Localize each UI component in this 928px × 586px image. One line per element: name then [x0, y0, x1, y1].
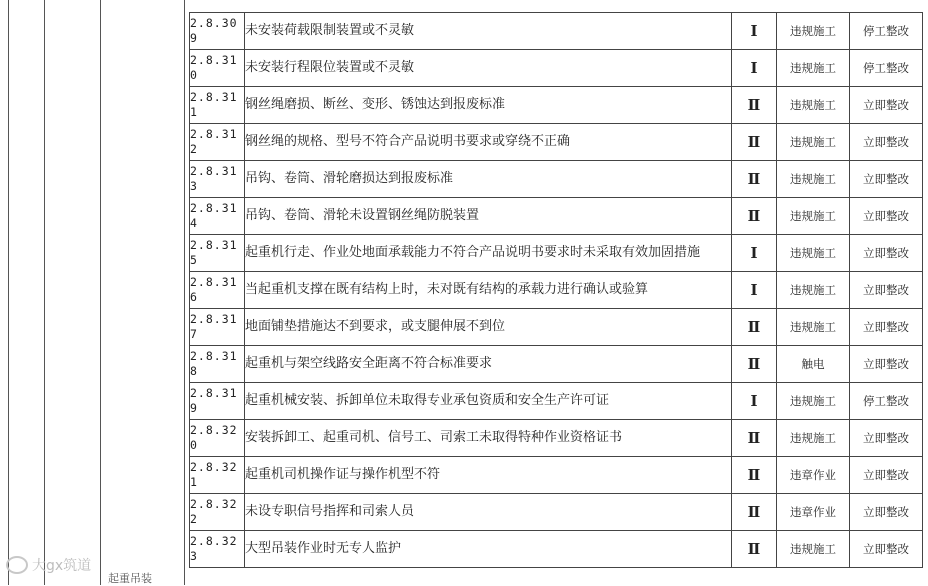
item-code: 2.8.31 6	[190, 272, 245, 309]
table-row	[190, 420, 923, 457]
hazard-description: 大型吊装作业时无专人监护	[245, 531, 732, 568]
table-row	[190, 457, 923, 494]
category-label: 起重吊装	[108, 572, 152, 585]
hazard-description: 起重机司机操作证与操作机型不符	[245, 457, 732, 494]
item-code: 2.8.32 3	[190, 531, 245, 568]
hazard-level: Ⅱ	[732, 420, 777, 457]
hazard-type: 违规施工	[777, 124, 850, 161]
watermark	[6, 555, 91, 575]
table-row	[190, 235, 923, 272]
hazard-level: Ⅱ	[732, 198, 777, 235]
item-code: 2.8.31 3	[190, 161, 245, 198]
hazard-level: Ⅰ	[732, 383, 777, 420]
hazard-description: 起重机行走、作业处地面承载能力不符合产品说明书要求时未采取有效加固措施	[245, 235, 732, 272]
rectification-action: 立即整改	[850, 420, 923, 457]
hazard-level: Ⅱ	[732, 309, 777, 346]
rectification-action: 立即整改	[850, 531, 923, 568]
hazard-description: 地面铺垫措施达不到要求，或支腿伸展不到位	[245, 309, 732, 346]
hazard-type: 违章作业	[777, 494, 850, 531]
item-code: 2.8.31 7	[190, 309, 245, 346]
hazard-level: Ⅱ	[732, 531, 777, 568]
rectification-action: 立即整改	[850, 494, 923, 531]
rectification-action: 立即整改	[850, 272, 923, 309]
item-code: 2.8.30 9	[190, 13, 245, 50]
hazard-description: 钢丝绳磨损、断丝、变形、锈蚀达到报废标准	[245, 87, 732, 124]
item-code: 2.8.31 0	[190, 50, 245, 87]
column-divider	[100, 0, 101, 585]
hazard-type: 违规施工	[777, 531, 850, 568]
column-divider	[44, 0, 45, 585]
hazard-type: 违规施工	[777, 13, 850, 50]
hazard-level: Ⅱ	[732, 124, 777, 161]
hazard-level: Ⅰ	[732, 272, 777, 309]
rectification-action: 立即整改	[850, 235, 923, 272]
hazard-type: 违规施工	[777, 235, 850, 272]
table-row	[190, 124, 923, 161]
item-code: 2.8.31 5	[190, 235, 245, 272]
rectification-action: 立即整改	[850, 346, 923, 383]
table-row	[190, 50, 923, 87]
table-row	[190, 161, 923, 198]
hazard-table	[189, 12, 923, 568]
hazard-description: 安装拆卸工、起重司机、信号工、司索工未取得特种作业资格证书	[245, 420, 732, 457]
table-row	[190, 87, 923, 124]
hazard-description: 未安装荷载限制装置或不灵敏	[245, 13, 732, 50]
column-divider	[8, 0, 9, 585]
hazard-description: 起重机与架空线路安全距离不符合标准要求	[245, 346, 732, 383]
item-code: 2.8.32 2	[190, 494, 245, 531]
hazard-level: Ⅱ	[732, 87, 777, 124]
table-row	[190, 383, 923, 420]
item-code: 2.8.31 8	[190, 346, 245, 383]
hazard-level: Ⅱ	[732, 457, 777, 494]
item-code: 2.8.31 9	[190, 383, 245, 420]
hazard-description: 起重机械安装、拆卸单位未取得专业承包资质和安全生产许可证	[245, 383, 732, 420]
hazard-type: 违章作业	[777, 457, 850, 494]
hazard-type: 违规施工	[777, 420, 850, 457]
hazard-type: 违规施工	[777, 272, 850, 309]
item-code: 2.8.32 0	[190, 420, 245, 457]
rectification-action: 立即整改	[850, 161, 923, 198]
hazard-level: Ⅱ	[732, 161, 777, 198]
watermark-text: 大gx筑道	[32, 558, 92, 574]
rectification-action: 停工整改	[850, 13, 923, 50]
hazard-type: 违规施工	[777, 50, 850, 87]
hazard-level: Ⅰ	[732, 13, 777, 50]
hazard-description: 当起重机支撑在既有结构上时，未对既有结构的承载力进行确认或验算	[245, 272, 732, 309]
hazard-description: 钢丝绳的规格、型号不符合产品说明书要求或穿绕不正确	[245, 124, 732, 161]
hazard-level: Ⅰ	[732, 50, 777, 87]
item-code: 2.8.31 4	[190, 198, 245, 235]
rectification-action: 立即整改	[850, 124, 923, 161]
rectification-action: 停工整改	[850, 383, 923, 420]
rectification-action: 立即整改	[850, 457, 923, 494]
hazard-description: 吊钩、卷筒、滑轮磨损达到报废标准	[245, 161, 732, 198]
hazard-description: 未安装行程限位装置或不灵敏	[245, 50, 732, 87]
hazard-level: Ⅰ	[732, 235, 777, 272]
rectification-action: 立即整改	[850, 87, 923, 124]
hazard-description: 吊钩、卷筒、滑轮未设置钢丝绳防脱装置	[245, 198, 732, 235]
hazard-type: 违规施工	[777, 383, 850, 420]
hazard-level: Ⅱ	[732, 494, 777, 531]
item-code: 2.8.32 1	[190, 457, 245, 494]
rectification-action: 立即整改	[850, 309, 923, 346]
hazard-type: 触电	[777, 346, 850, 383]
rectification-action: 立即整改	[850, 198, 923, 235]
wechat-icon	[6, 556, 28, 574]
table-row	[190, 309, 923, 346]
rectification-action: 停工整改	[850, 50, 923, 87]
table-row	[190, 346, 923, 383]
hazard-type: 违规施工	[777, 87, 850, 124]
item-code: 2.8.31 2	[190, 124, 245, 161]
table-row	[190, 13, 923, 50]
hazard-level: Ⅱ	[732, 346, 777, 383]
table-row	[190, 494, 923, 531]
hazard-type: 违规施工	[777, 198, 850, 235]
table-row	[190, 198, 923, 235]
table-row	[190, 272, 923, 309]
hazard-type: 违规施工	[777, 309, 850, 346]
column-divider	[184, 0, 185, 585]
table-row	[190, 531, 923, 568]
item-code: 2.8.31 1	[190, 87, 245, 124]
hazard-description: 未设专职信号指挥和司索人员	[245, 494, 732, 531]
hazard-type: 违规施工	[777, 161, 850, 198]
